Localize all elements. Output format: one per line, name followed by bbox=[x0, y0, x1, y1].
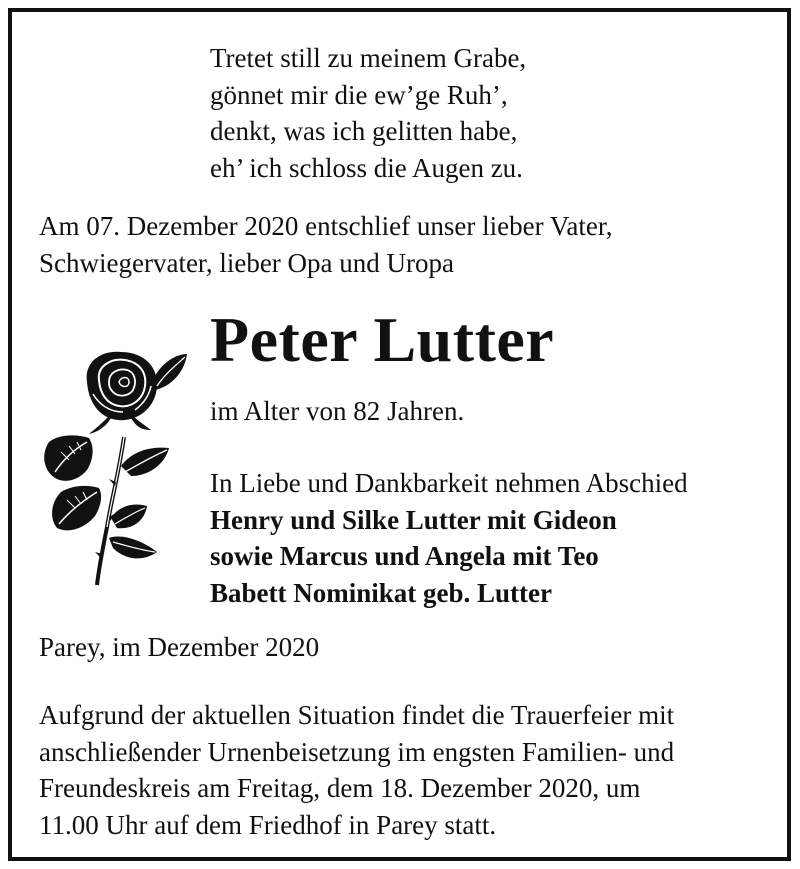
poem-line: eh’ ich schloss die Augen zu. bbox=[210, 152, 523, 183]
info-line: Aufgrund der aktuellen Situation findet die Trauerfeier mit bbox=[39, 700, 675, 730]
mourner-name: sowie Marcus und Angela mit Teo bbox=[210, 541, 599, 571]
death-announcement bbox=[39, 208, 770, 281]
place-date: Parey, im Dezember 2020 bbox=[39, 632, 320, 662]
announcement-line: Am 07. Dezember 2020 entschlief unser lieber Vater, bbox=[39, 211, 613, 241]
info-line: anschließender Urnenbeisetzung im engsten Familien- und bbox=[39, 736, 675, 767]
poem-line: Tretet still zu meinem Grabe, bbox=[210, 43, 527, 73]
announcement-line: Schwiegervater, lieber Opa und Uropa bbox=[39, 247, 455, 278]
memorial-poem bbox=[210, 40, 526, 186]
mourners-block bbox=[210, 465, 688, 611]
info-line: 11.00 Uhr auf dem Friedhof in Parey statt. bbox=[39, 809, 497, 840]
deceased-name: Peter Lutter bbox=[210, 304, 555, 375]
poem-line: denkt, was ich gelitten habe, bbox=[210, 116, 518, 146]
obituary-notice bbox=[8, 8, 791, 861]
poem-line: gönnet mir die ew’ge Ruh’, bbox=[210, 79, 508, 110]
mourner-name: Babett Nominikat geb. Lutter bbox=[210, 577, 552, 608]
mourners-intro: In Liebe und Dankbarkeit nehmen Abschied bbox=[210, 468, 688, 498]
rose-icon bbox=[39, 342, 189, 587]
funeral-info bbox=[39, 697, 770, 843]
info-line: Freundeskreis am Freitag, dem 18. Dezember 2020, um bbox=[39, 773, 641, 803]
deceased-age: im Alter von 82 Jahren. bbox=[210, 396, 465, 426]
mourner-name: Henry und Silke Lutter mit Gideon bbox=[210, 504, 617, 535]
